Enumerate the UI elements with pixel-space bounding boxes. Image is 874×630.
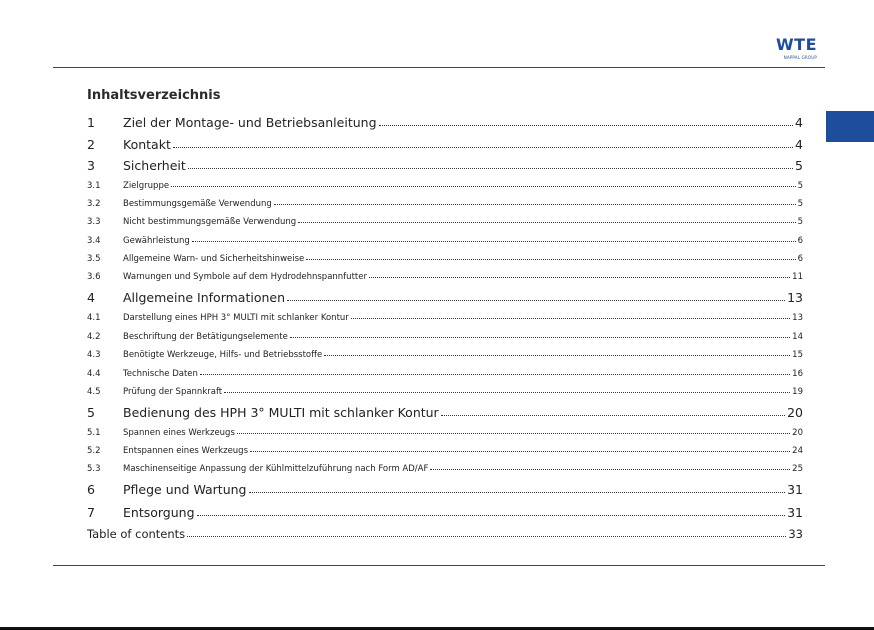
toc-entry-page: 16 [792, 369, 803, 379]
toc-entry-label: Bedienung des HPH 3° MULTI mit schlanker Kontur [123, 405, 439, 420]
toc-dot-leader [379, 125, 794, 126]
toc-entry-page: 33 [788, 527, 803, 541]
toc-entry-number: 3.1 [87, 181, 101, 191]
toc-entry-page: 20 [792, 428, 803, 438]
toc-entry-label: Sicherheit [123, 158, 186, 173]
toc-title: Inhaltsverzeichnis [87, 88, 221, 103]
toc-entry[interactable] [87, 115, 803, 130]
toc-entry-number: 4.1 [87, 313, 101, 323]
brand-subtitle: NAPPAL GROUP [783, 55, 817, 60]
toc-entry-page: 19 [792, 387, 803, 397]
toc-dot-leader [171, 186, 796, 187]
toc-entry-number: 5 [87, 405, 95, 420]
toc-entry-label: Ziel der Montage- und Betriebsanleitung [123, 115, 377, 130]
toc-dot-leader [200, 374, 790, 375]
toc-dot-leader [250, 451, 790, 452]
toc-entry[interactable] [87, 350, 803, 360]
toc-entry-label: Allgemeine Informationen [123, 290, 286, 305]
toc-entry[interactable] [87, 236, 803, 246]
toc-entry[interactable] [87, 482, 803, 497]
toc-entry-number: 2 [87, 137, 95, 152]
toc-entry-number: 3.6 [87, 272, 101, 282]
toc-dot-leader [224, 392, 790, 393]
toc-entry-label: Nicht bestimmungsgemäße Verwendung [123, 217, 297, 227]
toc-dot-leader [306, 259, 795, 260]
toc-entry-label: Zielgruppe [123, 181, 170, 191]
toc-dot-leader [287, 300, 785, 301]
toc-entry[interactable] [87, 290, 803, 305]
toc-entry-number: 1 [87, 115, 95, 130]
toc-entry[interactable] [87, 446, 803, 456]
toc-entry-number: 3.4 [87, 236, 101, 246]
toc-dot-leader [369, 277, 790, 278]
toc-entry-number: 6 [87, 482, 95, 497]
toc-entry-page: 5 [797, 199, 803, 209]
toc-dot-leader [351, 318, 790, 319]
toc-entry[interactable] [87, 181, 803, 191]
language-tab-marker [826, 111, 874, 142]
toc-entry[interactable] [87, 387, 803, 397]
toc-entry-number: 3 [87, 158, 95, 173]
toc-entry-label: Table of contents [87, 527, 186, 541]
toc-entry-label: Gewährleistung [123, 236, 190, 246]
toc-entry-number: 4.5 [87, 387, 101, 397]
footer-divider [53, 565, 825, 566]
toc-entry-number: 4.4 [87, 369, 101, 379]
toc-entry-page: 13 [792, 313, 803, 323]
toc-entry[interactable] [87, 158, 803, 173]
toc-entry-label: Bestimmungsgemäße Verwendung [123, 199, 272, 209]
toc-entry-label: Entsorgung [123, 505, 195, 520]
brand-logo [773, 36, 817, 60]
toc-entry-page: 14 [792, 332, 803, 342]
toc-entry-number: 3.5 [87, 254, 101, 264]
toc-entry-label: Warnungen und Symbole auf dem Hydrodehnspannfutter [123, 272, 367, 282]
toc-entry-label: Prüfung der Spannkraft [123, 387, 223, 397]
toc-entry-page: 15 [792, 350, 803, 360]
toc-dot-leader [187, 536, 786, 537]
toc-entry-page: 5 [797, 181, 803, 191]
toc-dot-leader [274, 204, 796, 205]
toc-entry-page: 25 [792, 464, 803, 474]
toc-entry[interactable] [87, 505, 803, 520]
toc-entry-page: 31 [787, 482, 803, 497]
toc-entry-label: Entspannen eines Werkzeugs [123, 446, 249, 456]
toc-entry-number: 7 [87, 505, 95, 520]
toc-entry[interactable] [87, 428, 803, 438]
toc-entry-number: 5.1 [87, 428, 101, 438]
toc-entry[interactable] [87, 272, 803, 282]
toc-entry-label: Kontakt [123, 137, 171, 152]
toc-dot-leader [298, 222, 795, 223]
toc-entry-label: Maschinenseitige Anpassung der Kühlmittelzuführung nach Form AD/AF [123, 464, 429, 474]
toc-entry-number: 4.3 [87, 350, 101, 360]
toc-entry[interactable] [87, 332, 803, 342]
toc-entry[interactable] [87, 369, 803, 379]
toc-entry[interactable] [87, 137, 803, 152]
toc-entry-page: 11 [792, 272, 803, 282]
toc-entry-number: 4.2 [87, 332, 101, 342]
toc-entry-number: 5.3 [87, 464, 101, 474]
header-divider [53, 67, 825, 68]
toc-entry-page: 4 [795, 115, 803, 130]
toc-entry[interactable] [87, 199, 803, 209]
toc-entry-page: 5 [797, 217, 803, 227]
toc-entry-label: Darstellung eines HPH 3° MULTI mit schlanker Kontur [123, 313, 349, 323]
toc-entry-page: 6 [797, 254, 803, 264]
toc-entry[interactable] [87, 464, 803, 474]
toc-entry-label: Beschriftung der Betätigungselemente [123, 332, 288, 342]
toc-entry-page: 6 [797, 236, 803, 246]
toc-entry-page: 5 [795, 158, 803, 173]
brand-name: WTE [776, 35, 817, 54]
toc-entry[interactable] [87, 313, 803, 323]
toc-entry-label: Spannen eines Werkzeugs [123, 428, 235, 438]
toc-entry-page: 13 [787, 290, 803, 305]
toc-entry-number: 3.3 [87, 217, 101, 227]
toc-entry-page: 24 [792, 446, 803, 456]
toc-entry-label: Pflege und Wartung [123, 482, 247, 497]
toc-entry-page: 4 [795, 137, 803, 152]
toc-entry-number: 3.2 [87, 199, 101, 209]
toc-dot-leader [237, 433, 790, 434]
toc-entry-number: 4 [87, 290, 95, 305]
toc-entry[interactable] [87, 405, 803, 420]
toc-entry-label: Benötigte Werkzeuge, Hilfs- und Betriebsstoffe [123, 350, 323, 360]
toc-dot-leader [430, 469, 790, 470]
toc-entry-label: Allgemeine Warn- und Sicherheitshinweise [123, 254, 305, 264]
toc-dot-leader [173, 147, 793, 148]
toc-entry[interactable] [87, 254, 803, 264]
toc-dot-leader [324, 355, 790, 356]
toc-entry-number: 5.2 [87, 446, 101, 456]
toc-dot-leader [188, 168, 793, 169]
toc-entry-page: 31 [787, 505, 803, 520]
toc-entry-label: Technische Daten [123, 369, 198, 379]
toc-entry[interactable] [87, 217, 803, 227]
toc-dot-leader [249, 492, 786, 493]
toc-entry[interactable] [87, 527, 803, 541]
toc-dot-leader [441, 415, 785, 416]
toc-dot-leader [197, 515, 786, 516]
toc-dot-leader [290, 337, 790, 338]
toc-entry-page: 20 [787, 405, 803, 420]
toc-dot-leader [192, 241, 796, 242]
